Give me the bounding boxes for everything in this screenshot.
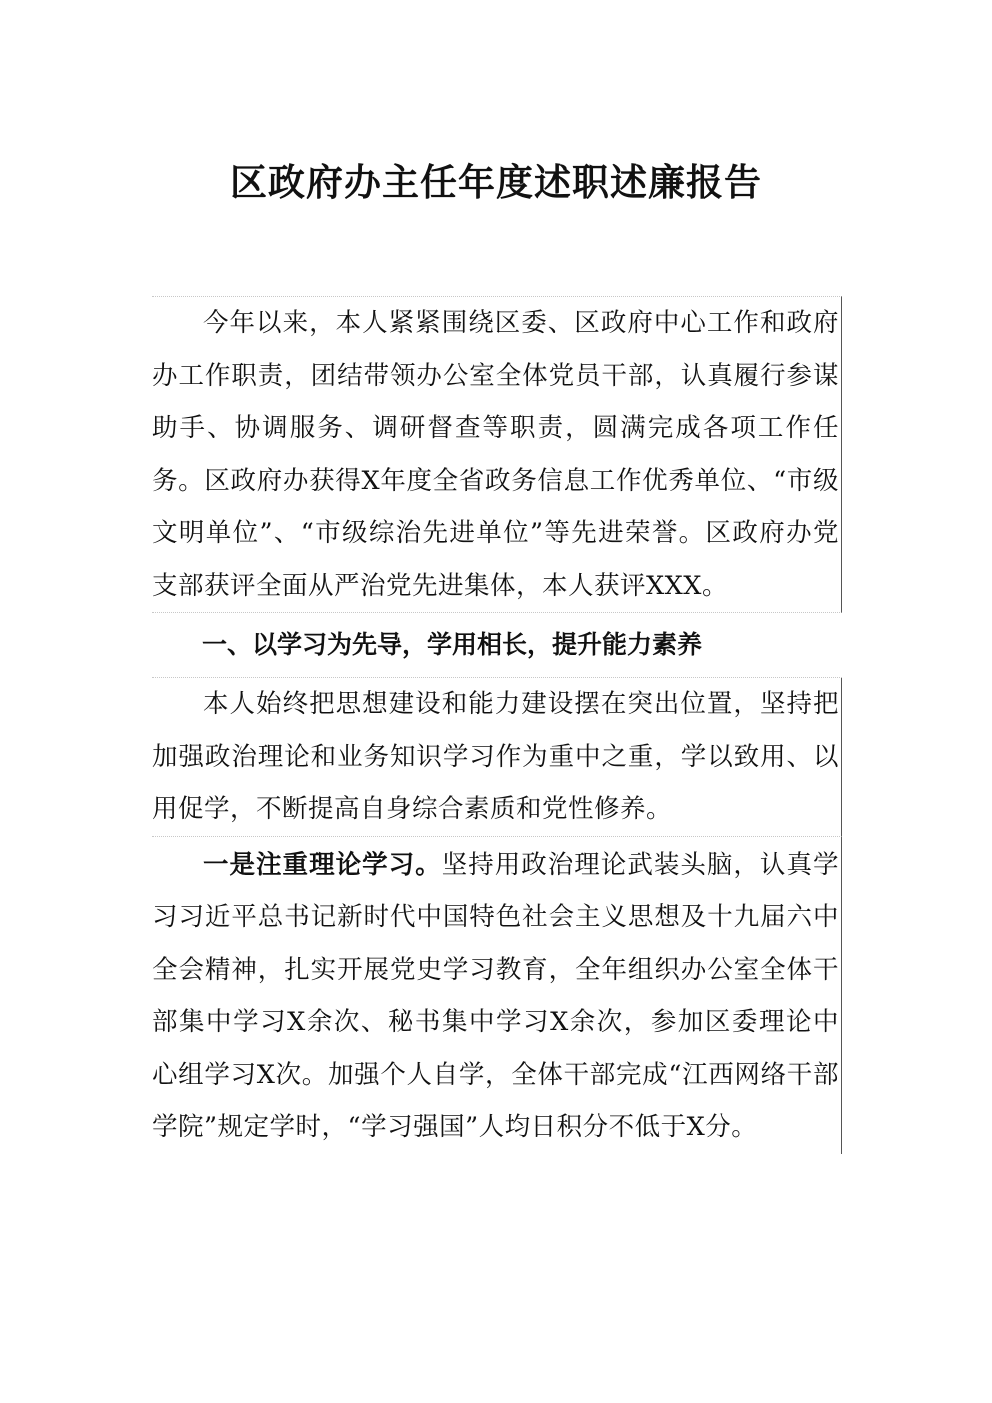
item-body: 坚持用政治理论武装头脑，认真学习习近平总书记新时代中国特色社会主义思想及十九届六中全会精神，扎实开展党史学习教育，全年组织办公室全体干部集中学习X余次、秘书集中学习X余次，参加区委理论中心组学习X次。加强个人自学，全体干部完成“江西网络干部学院”规定学时，“学习强国”人均日积分不低于X分。 xyxy=(152,849,839,1142)
intro-paragraph: 今年以来，本人紧紧围绕区委、区政府中心工作和政府办工作职责，团结带领办公室全体党员干部，认真履行参谋助手、协调服务、调研督查等职责，圆满完成各项工作任务。区政府办获得X年度全省政务信息工作优秀单位、“市级文明单位”、“市级综治先进单位”等先进荣誉。区政府办党支部获评全面从严治党先进集体，本人获评XXX。 xyxy=(152,308,839,601)
intro-block xyxy=(152,296,842,613)
section-intro-block xyxy=(152,678,842,837)
section-intro-paragraph: 本人始终把思想建设和能力建设摆在突出位置，坚持把加强政治理论和业务知识学习作为重中之重，学以致用、以用促学，不断提高自身综合素质和党性修养。 xyxy=(152,689,839,824)
section-heading: 一、以学习为先导，学用相长，提升能力素养 xyxy=(152,613,842,678)
document-title: 区政府办主任年度述职述廉报告 xyxy=(230,160,762,204)
item-lead: 一是注重理论学习。 xyxy=(203,849,442,880)
item-block xyxy=(152,837,842,1154)
item-paragraph xyxy=(152,839,839,1154)
document-body xyxy=(152,296,842,1154)
